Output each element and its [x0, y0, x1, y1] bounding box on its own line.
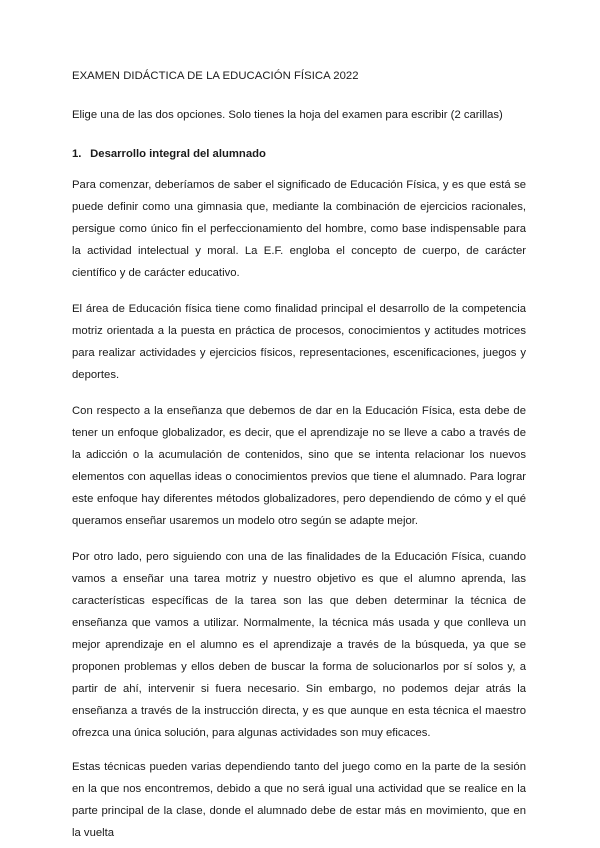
section-heading [72, 146, 526, 163]
paragraph-teaching-technique: Por otro lado, pero siguiendo con una de las finalidades de la Educación Física, cuando vamos a enseñar una tarea motriz y nuestro objetivo es que el alumno aprenda, las características específicas de la tarea son las que deben determinar la técnica de enseñanza que vamos a utilizar. Normalmente, la técnica más usada y que conlleva un mejor aprendizaje en el alumno es el aprendizaje a través de la búsqueda, ya que se proponen problemas y ellos deben de buscar la forma de solucionarlos por sí solos y, a partir de ahí, intervenir si fuera necesario. Sin embargo, no podemos dejar atrás la enseñanza a través de la instrucción directa, y es que aunque en esta técnica el maestro ofrezca una única solución, para algunas actividades son muy eficaces. [72, 551, 526, 739]
section-number: 1. [72, 148, 82, 160]
paragraph-definition: Para comenzar, deberíamos de saber el significado de Educación Física, y es que está se puede definir como una gimnasia que, mediante la combinación de ejercicios racionales, persigue como único fin el perfeccionamiento del hombre, como base indispensable para la actividad intelectual y moral. La E.F. engloba el concepto de cuerpo, de carácter científico y de carácter educativo. [72, 179, 526, 279]
document-body [72, 68, 526, 844]
paragraph-purpose: El área de Educación física tiene como finalidad principal el desarrollo de la competencia motriz orientada a la puesta en práctica de procesos, conocimientos y actitudes motrices para realizar actividades y ejercicios físicos, representaciones, escenificaciones, juegos y deportes. [72, 303, 526, 381]
exam-title: EXAMEN DIDÁCTICA DE LA EDUCACIÓN FÍSICA 2022 [72, 70, 359, 82]
exam-instructions: Elige una de las dos opciones. Solo tienes la hoja del examen para escribir (2 carillas) [72, 109, 503, 121]
section-title: Desarrollo integral del alumnado [90, 148, 266, 160]
paragraph-session-parts: Estas técnicas pueden varias dependiendo tanto del juego como en la parte de la sesión en la que nos encontremos, debido a que no será igual una actividad que se realice en la parte principal de la clase, donde el alumnado debe de estar más en movimiento, que en la vuelta [72, 761, 526, 839]
paragraph-global-approach: Con respecto a la enseñanza que debemos de dar en la Educación Física, esta debe de tener un enfoque globalizador, es decir, que el aprendizaje no se lleve a cabo a través de la adicción o la acumulación de contenidos, sino que se intenta relacionar los nuevos elementos con aquellas ideas o conocimientos previos que tiene el alumnado. Para lograr este enfoque hay diferentes métodos globalizadores, pero dependiendo de cómo y el qué queramos enseñar usaremos un modelo otro según se adapte mejor. [72, 405, 526, 527]
